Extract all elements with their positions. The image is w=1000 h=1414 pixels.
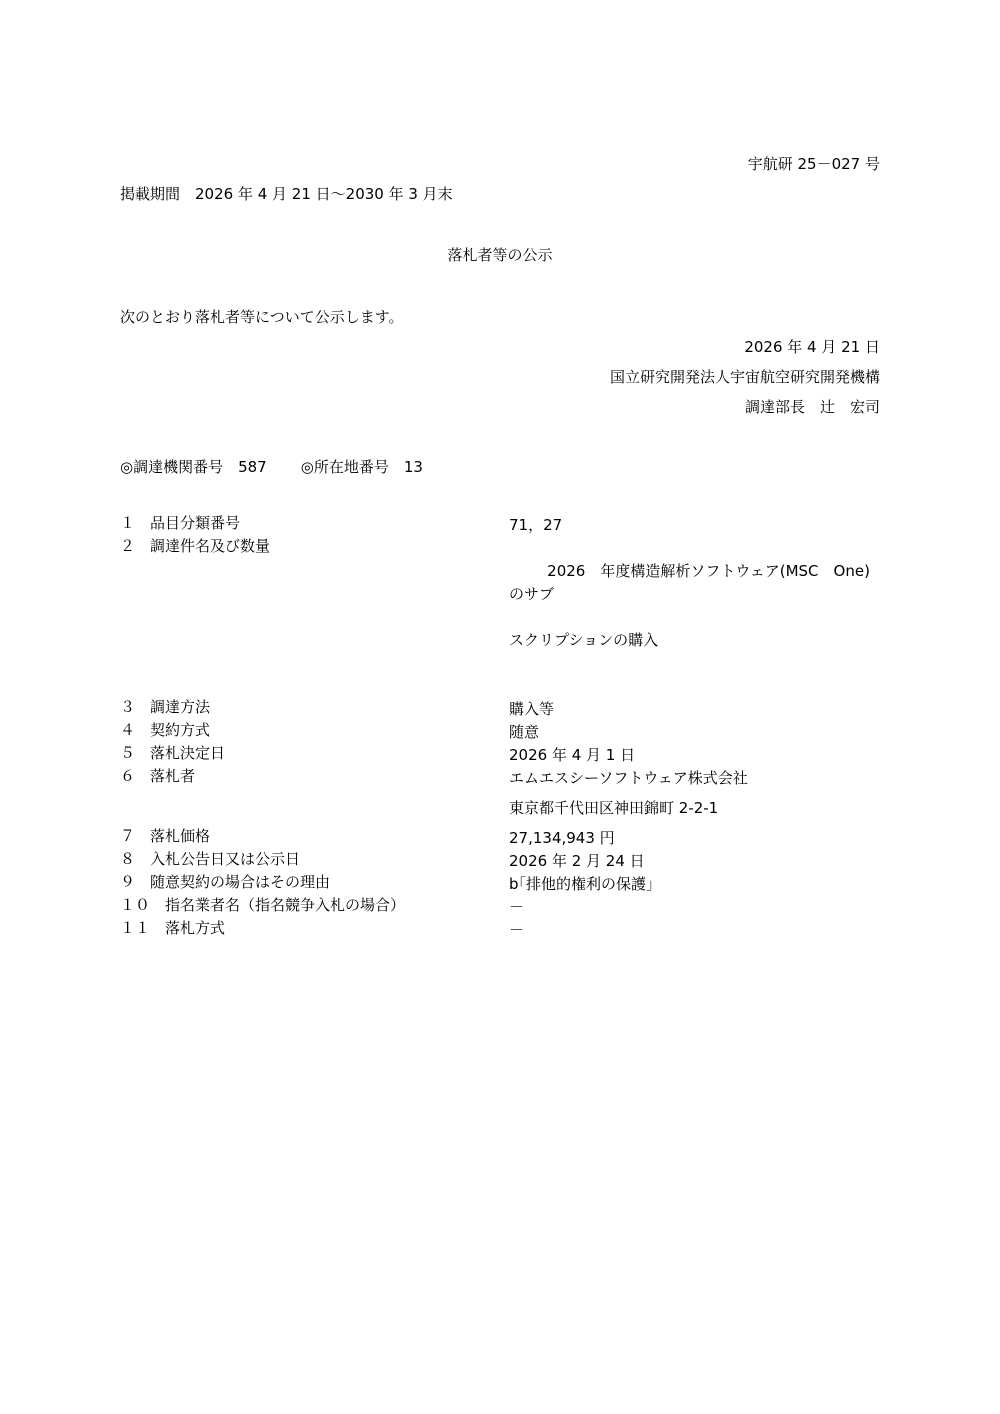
list-item — [120, 721, 880, 744]
item-label: ６ 落札者 — [120, 767, 196, 785]
item-value: 71，27 — [509, 516, 563, 534]
agency-codes — [120, 458, 423, 476]
intro-text: 次のとおり落札者等について公示します。 — [120, 308, 404, 326]
item-label: ７ 落札価格 — [120, 827, 211, 845]
item-label: ８ 入札公告日又は公示日 — [120, 850, 301, 868]
posting-period: 掲載期間 2026 年 4 月 21 日～2030 年 3 月末 — [120, 185, 453, 203]
list-item — [120, 514, 880, 537]
list-item — [120, 537, 880, 698]
location-code: ◎所在地番号 13 — [300, 458, 423, 476]
agency-code: ◎調達機関番号 587 — [120, 458, 267, 476]
item-value: 2026 年 4 月 1 日 — [509, 746, 636, 764]
item-label: ３ 調達方法 — [120, 698, 211, 716]
item-list — [120, 514, 880, 942]
issue-date: 2026 年 4 月 21 日 — [744, 338, 880, 356]
item-label: ４ 契約方式 — [120, 721, 211, 739]
winner-address: 東京都千代田区神田錦町 2-2-1 — [509, 799, 719, 817]
item-label: １０ 指名業者名（指名競争入札の場合） — [120, 896, 406, 914]
list-item — [120, 873, 880, 896]
list-item — [120, 767, 880, 827]
item-label: １１ 落札方式 — [120, 919, 226, 937]
list-item — [120, 896, 880, 919]
item-value: 27,134,943 円 — [509, 829, 615, 847]
item-label: ５ 落札決定日 — [120, 744, 226, 762]
item-value: b｢排他的権利の保護」 — [509, 875, 662, 893]
list-item — [120, 744, 880, 767]
item-value: － — [509, 921, 525, 939]
issuing-organization: 国立研究開発法人宇宙航空研究開発機構 — [609, 368, 880, 386]
list-item — [120, 827, 880, 850]
item-value-line: 2026 年度構造解析ソフトウェア(MSC One)のサブ — [509, 562, 870, 603]
item-value: 購入等 — [509, 700, 555, 718]
list-item — [120, 698, 880, 721]
item-label: ９ 随意契約の場合はその理由 — [120, 873, 331, 891]
item-label: ２ 調達件名及び数量 — [120, 537, 271, 555]
signer: 調達部長 辻 宏司 — [744, 398, 880, 416]
item-value: － — [509, 898, 525, 916]
document-number: 宇航研 25－027 号 — [747, 155, 880, 173]
item-value: 随意 — [509, 723, 540, 741]
item-value: 2026 年 2 月 24 日 — [509, 852, 645, 870]
page-title: 落札者等の公示 — [447, 246, 553, 264]
item-value — [509, 537, 880, 698]
list-item — [120, 919, 880, 942]
item-value-line: スクリプションの購入 — [509, 631, 659, 649]
item-label: １ 品目分類番号 — [120, 514, 241, 532]
list-item — [120, 850, 880, 873]
winner-name: エムエスシーソフトウェア株式会社 — [509, 769, 748, 787]
